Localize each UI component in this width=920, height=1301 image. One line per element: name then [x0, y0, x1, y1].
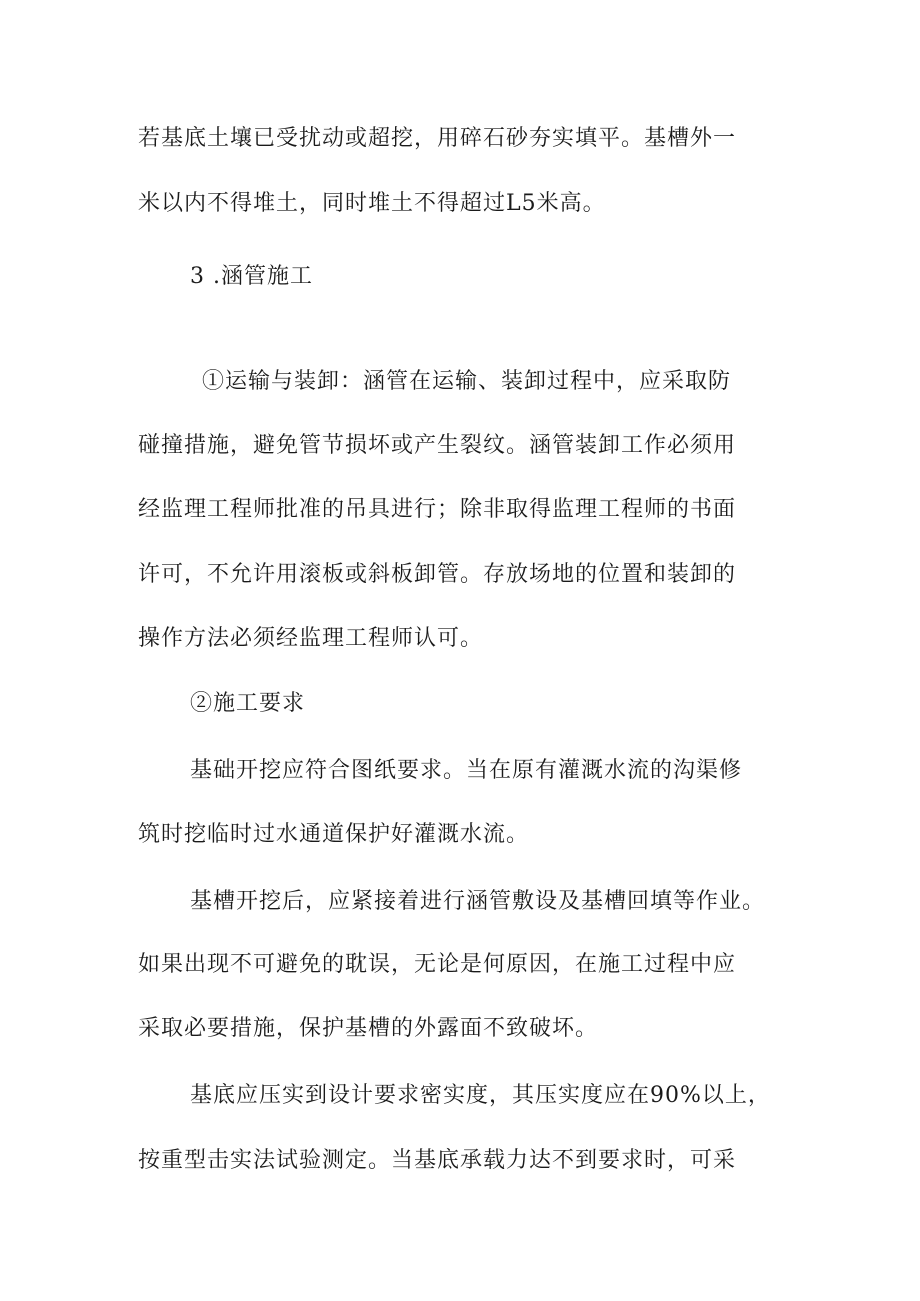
subsection-heading: ②施工要求 — [190, 691, 306, 716]
body-text-line: 基底应压实到设计要求密实度，其压实度应在90%以上， — [190, 1083, 771, 1108]
body-text-line: ①运输与装卸：涵管在运输、装卸过程中，应采取防 — [202, 369, 732, 394]
body-text-line: 若基底土壤已受扰动或超挖，用碎石砂夯实填平。基槽外一 — [138, 126, 737, 151]
body-text-line: 米以内不得堆土，同时堆土不得超过L5米高。 — [138, 191, 606, 216]
body-text-line: 如果出现不可避免的耽误，无论是何原因，在施工过程中应 — [138, 952, 737, 977]
body-text-line: 按重型击实法试验测定。当基底承载力达不到要求时，可采 — [138, 1148, 737, 1173]
body-text-line: 基槽开挖后，应紧接着进行涵管敷设及基槽回填等作业。 — [190, 889, 766, 914]
body-text-line: 许可，不允许用滚板或斜板卸管。存放场地的位置和装卸的 — [138, 562, 737, 587]
body-text-line: 采取必要措施，保护基槽的外露面不致破坏。 — [138, 1016, 599, 1041]
body-text-line: 操作方法必须经监理工程师认可。 — [138, 626, 484, 651]
section-heading: 3 .涵管施工 — [190, 264, 313, 289]
body-text-line: 碰撞措施，避免管节损坏或产生裂纹。涵管装卸工作必须用 — [138, 433, 737, 458]
body-text-line: 经监理工程师批准的吊具进行；除非取得监理工程师的书面 — [138, 497, 737, 522]
body-text-line: 筑时挖临时过水通道保护好灌溉水流。 — [138, 822, 530, 847]
body-text-line: 基础开挖应符合图纸要求。当在原有灌溉水流的沟渠修 — [190, 758, 743, 783]
